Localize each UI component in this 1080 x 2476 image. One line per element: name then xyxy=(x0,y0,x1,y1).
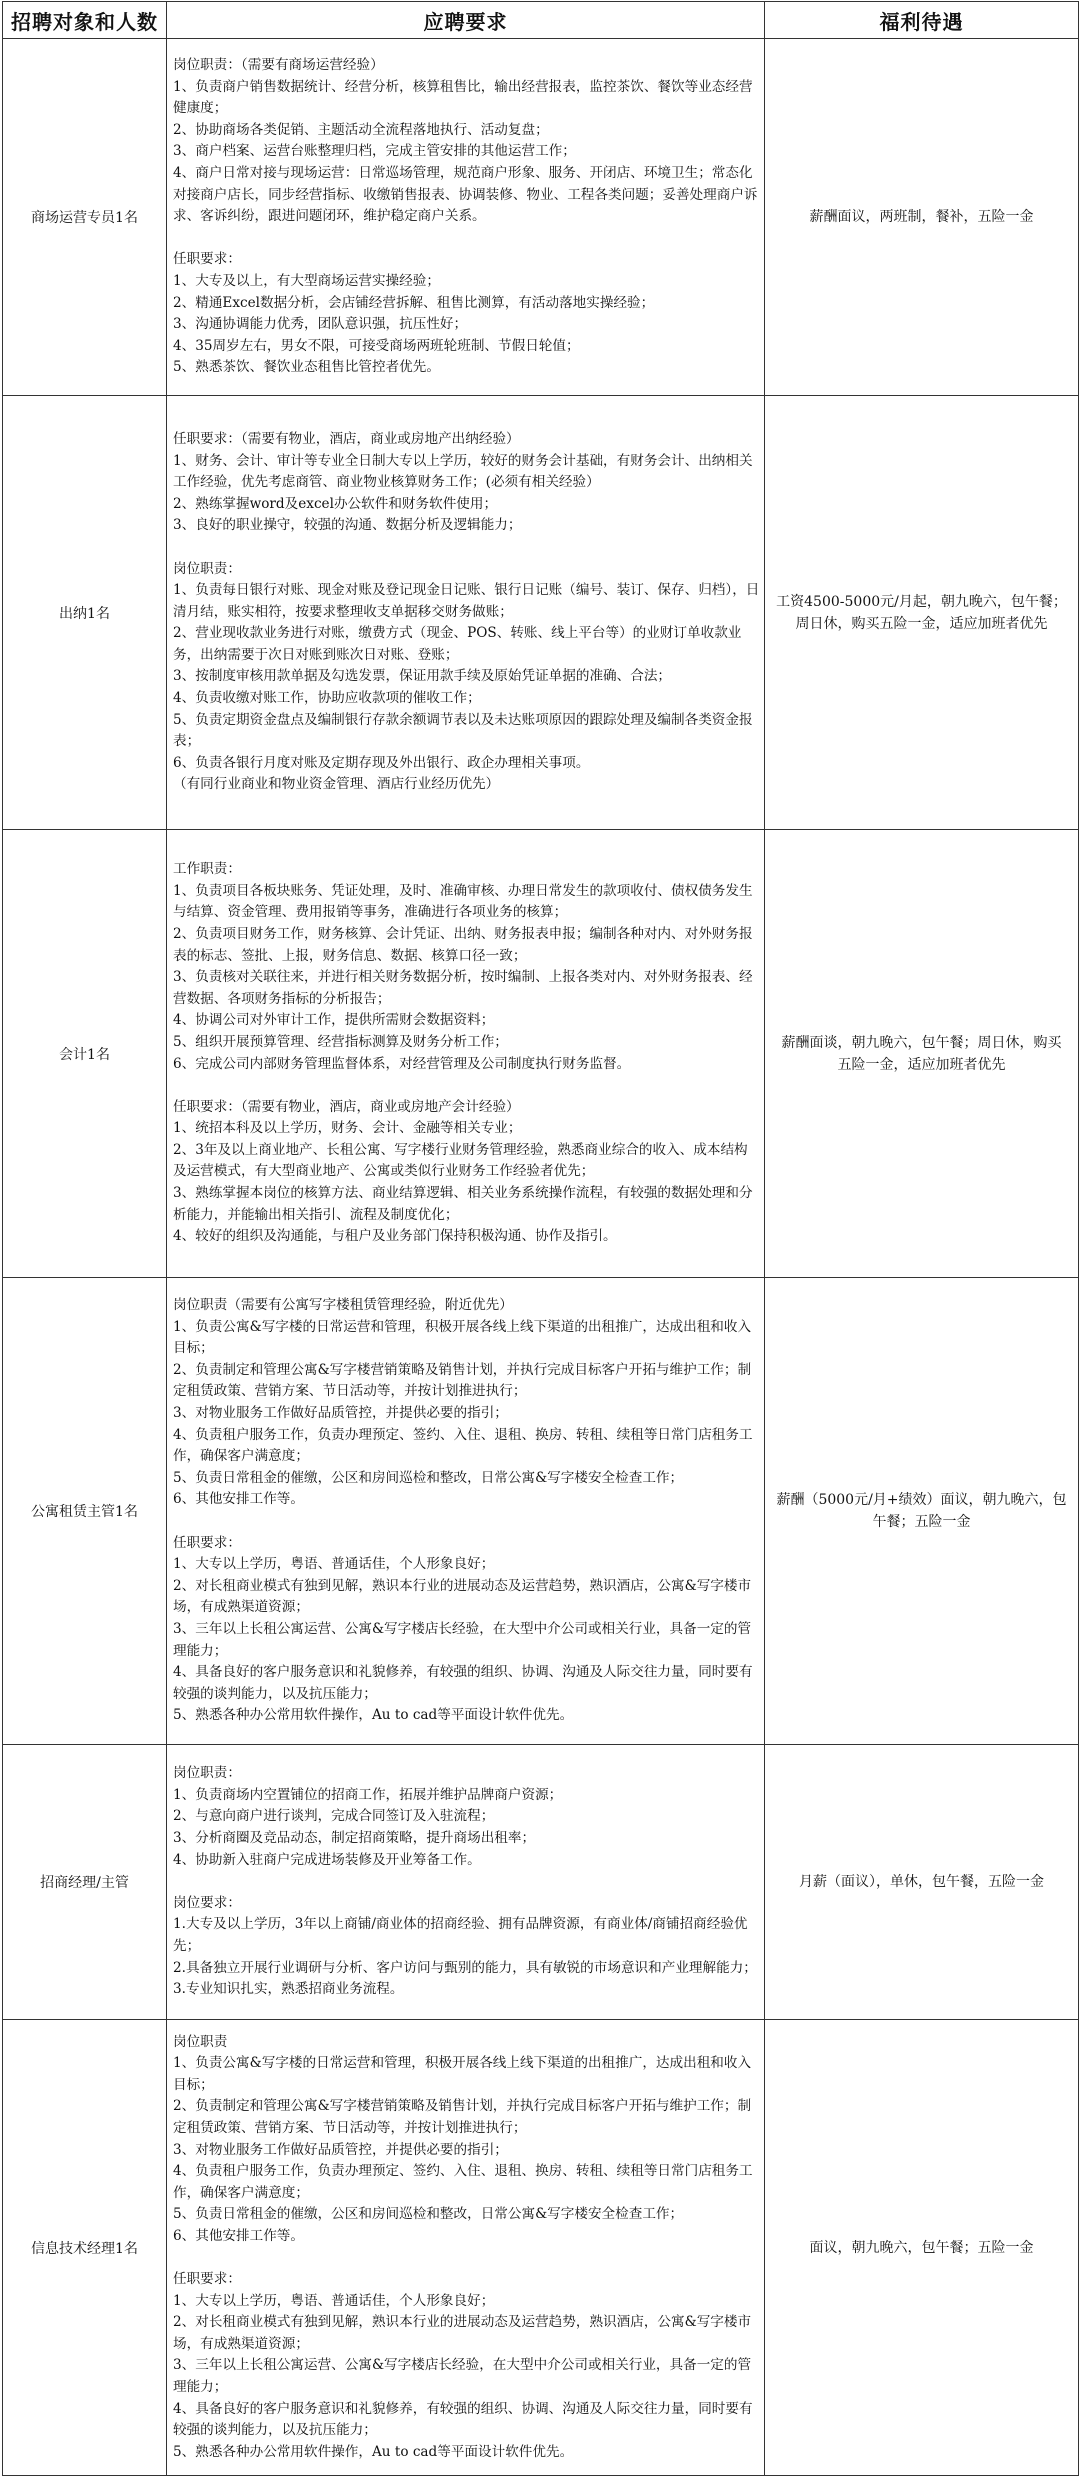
requirement-line: 2、熟练掌握word及excel办公软件和财务软件使用； xyxy=(173,495,498,512)
requirement-line: 4、商户日常对接与现场运营：日常巡场管理，规范商户形象、服务、开闭店、环境卫生；常态化对接商户店长，同步经营指标、收缴销售报表、协调装修、物业、工程各类问题；妥善处理商户诉求、客诉纠纷，跟进问题闭环，维护稳定商户关系。 xyxy=(173,165,758,225)
requirement-line: 3、沟通协调能力优秀，团队意识强，抗压性好； xyxy=(173,316,468,333)
requirement-line: 工作职责： xyxy=(173,861,241,878)
requirement-line: 任职要求： xyxy=(173,1534,241,1551)
requirement-line: 3、对物业服务工作做好品质管控，并提供必要的指引； xyxy=(173,1405,508,1422)
requirement-line: 2、精通Excel数据分析，会店铺经营拆解、租售比测算，有活动落地实操经验； xyxy=(173,294,655,311)
requirement-line: 4、负责租户服务工作，负责办理预定、签约、入住、退租、换房、转租、续租等日常门店租务工作，确保客户满意度； xyxy=(173,1426,753,1465)
requirement-line: 5、组织开展预算管理、经营指标测算及财务分析工作； xyxy=(173,1033,508,1050)
requirement-line: 2、对长租商业模式有独到见解，熟识本行业的进展动态及运营趋势，熟识酒店，公寓&写字楼市场，有成熟渠道资源； xyxy=(173,2314,752,2352)
benefits-cell: 面议，朝九晚六，包午餐；五险一金 xyxy=(765,2020,1079,2476)
requirement-line: 1、大专以上学历，粤语、普通话佳，个人形象良好； xyxy=(173,1556,495,1573)
position-cell: 公寓租赁主管1名 xyxy=(3,1278,167,1745)
requirement-line: 任职要求： xyxy=(173,251,241,268)
table-row xyxy=(3,830,1079,1278)
requirement-line: 5、负责定期资金盘点及编制银行存款余额调节表以及未达账项原因的跟踪处理及编制各类资金报表； xyxy=(173,711,753,750)
blank-line xyxy=(173,537,760,559)
requirement-line: 5、负责日常租金的催缴，公区和房间巡检和整改，日常公寓&写字楼安全检查工作； xyxy=(173,1469,684,1486)
requirement-line: 3、分析商圈及竞品动态，制定招商策略，提升商场出租率； xyxy=(173,1830,536,1847)
table-row xyxy=(3,1745,1079,2020)
requirement-line: 3.专业知识扎实，熟悉招商业务流程。 xyxy=(173,1981,404,1998)
blank-line xyxy=(173,228,760,250)
requirement-line: 1、负责公寓&写字楼的日常运营和管理，积极开展各线上线下渠道的出租推广，达成出租和收入目标； xyxy=(173,2055,752,2093)
position-cell: 信息技术经理1名 xyxy=(3,2020,167,2476)
requirement-line: 3、良好的职业操守，较强的沟通、数据分析及逻辑能力； xyxy=(173,517,522,534)
requirement-line: 3、负责核对关联往来，并进行相关财务数据分析，按时编制、上报各类对内、对外财务报表、经营数据、各项财务指标的分析报告； xyxy=(173,969,753,1007)
requirement-line: （有同行业商业和物业资金管理、酒店行业经历优先） xyxy=(173,776,500,793)
requirement-line: 任职要求：（需要有物业，酒店，商业或房地产会计经验） xyxy=(173,1098,520,1115)
table-row xyxy=(3,39,1079,396)
requirement-line: 1、负责公寓&写字楼的日常运营和管理，积极开展各线上线下渠道的出租推广，达成出租和收入目标； xyxy=(173,1318,752,1357)
table-header-row xyxy=(3,2,1079,39)
requirement-line: 2、3年及以上商业地产、长租公寓、写字楼行业财务管理经验，熟悉商业综合的收入、成本结构及运营模式，有大型商业地产、公寓或类似行业财务工作经验者优先； xyxy=(173,1141,748,1180)
blank-line xyxy=(173,2248,760,2270)
recruitment-table xyxy=(2,1,1079,2476)
requirement-line: 2、负责项目财务工作，财务核算、会计凭证、出纳、财务报表申报；编制各种对内、对外财务报表的标志、签批、上报，财务信息、数据、核算口径一致； xyxy=(173,925,753,964)
requirement-line: 5、熟悉各种办公常用软件操作，Au to cad等平面设计软件优先。 xyxy=(173,2443,574,2460)
requirement-line: 2、负责制定和管理公寓&写字楼营销策略及销售计划，并执行完成目标客户开拓与维护工作；制定租赁政策、营销方案、节日活动等，并按计划推进执行； xyxy=(173,2098,752,2136)
requirement-line: 4、具备良好的客户服务意识和礼貌修养，有较强的组织、协调、沟通及人际交往力量，同时要有较强的谈判能力，以及抗压能力； xyxy=(173,1664,753,1702)
requirements-cell xyxy=(167,396,765,830)
benefits-cell: 工资4500-5000元/月起，朝九晚六，包午餐；周日休，购买五险一金，适应加班者优先 xyxy=(765,396,1079,830)
requirement-line: 6、完成公司内部财务管理监督体系，对经营管理及公司制度执行财务监督。 xyxy=(173,1055,631,1072)
requirement-line: 任职要求： xyxy=(173,2271,241,2288)
requirement-line: 2、对长租商业模式有独到见解，熟识本行业的进展动态及运营趋势，熟识酒店，公寓&写字楼市场，有成熟渠道资源； xyxy=(173,1577,752,1616)
requirements-cell xyxy=(167,830,765,1278)
requirement-line: 岗位职责（需要有公寓写字楼租赁管理经验，附近优先） xyxy=(173,1297,513,1314)
requirement-line: 岗位职责：（需要有商场运营经验） xyxy=(173,57,384,74)
requirement-line: 1、负责商场内空置铺位的招商工作，拓展并维护品牌商户资源； xyxy=(173,1786,563,1803)
requirement-line: 1、财务、会计、审计等专业全日制大专以上学历，较好的财务会计基础，有财务会计、出纳相关工作经验，优先考虑商管、商业物业核算财务工作；(必须有相关经验） xyxy=(173,452,753,491)
requirement-line: 5、熟悉茶饮、餐饮业态租售比管控者优先。 xyxy=(173,359,440,376)
requirement-line: 1、大专以上学历，粤语、普通话佳，个人形象良好； xyxy=(173,2292,495,2309)
position-cell: 商场运营专员1名 xyxy=(3,39,167,396)
table-row xyxy=(3,2020,1079,2476)
requirement-line: 2、协助商场各类促销、主题活动全流程落地执行、活动复盘； xyxy=(173,121,549,138)
position-cell: 会计1名 xyxy=(3,830,167,1278)
requirement-line: 岗位职责 xyxy=(173,2033,228,2050)
requirement-line: 4、具备良好的客户服务意识和礼貌修养，有较强的组织、协调、沟通及人际交往力量，同时要有较强的谈判能力，以及抗压能力； xyxy=(173,2400,753,2439)
requirement-line: 岗位要求： xyxy=(173,1894,241,1911)
table-row xyxy=(3,1278,1079,1745)
requirement-line: 3、三年以上长租公寓运营、公寓&写字楼店长经验，在大型中介公司或相关行业，具备一定的管理能力； xyxy=(173,2357,752,2396)
requirement-line: 3、熟练掌握本岗位的核算方法、商业结算逻辑、相关业务系统操作流程，有较强的数据处理和分析能力，并能输出相关指引、流程及制度优化； xyxy=(173,1185,753,1223)
requirement-line: 6、其他安排工作等。 xyxy=(173,2227,304,2244)
requirement-line: 6、负责各银行月度对账及定期存现及外出银行、政企办理相关事项。 xyxy=(173,754,590,771)
requirement-line: 2.具备独立开展行业调研与分析、客户访问与甄别的能力，具有敏锐的市场意识和产业理解能力； xyxy=(173,1959,757,1976)
requirement-line: 1、负责项目各板块账务、凭证处理，及时、准确审核、办理日常发生的款项收付、债权债务发生与结算、资金管理、费用报销等事务，准确进行各项业务的核算； xyxy=(173,882,753,921)
requirement-line: 3、三年以上长租公寓运营、公寓&写字楼店长经验，在大型中介公司或相关行业，具备一定的管理能力； xyxy=(173,1620,752,1659)
header-benefits: 福利待遇 xyxy=(765,2,1079,39)
blank-line xyxy=(173,1871,760,1893)
position-cell: 出纳1名 xyxy=(3,396,167,830)
requirement-line: 5、负责日常租金的催缴，公区和房间巡检和整改，日常公寓&写字楼安全检查工作； xyxy=(173,2206,684,2223)
requirement-line: 任职要求：（需要有物业，酒店，商业或房地产出纳经验） xyxy=(173,430,520,447)
requirement-line: 1、统招本科及以上学历，财务、会计、金融等相关专业； xyxy=(173,1120,522,1137)
requirement-line: 1、负责每日银行对账、现金对账及登记现金日记账、银行日记账（编号、装订、保存、归档），日清月结，账实相符，按要求整理收支单据移交财务做账； xyxy=(173,582,760,620)
benefits-cell: 薪酬（5000元/月+绩效）面议，朝九晚六，包午餐；五险一金 xyxy=(765,1278,1079,1745)
blank-line xyxy=(173,1075,760,1097)
blank-line xyxy=(173,1511,760,1533)
requirement-line: 2、与意向商户进行谈判，完成合同签订及入驻流程； xyxy=(173,1808,495,1825)
requirement-line: 1.大专及以上学历，3年以上商铺/商业体的招商经验、拥有品牌资源，有商业体/商铺招商经验优先； xyxy=(173,1916,748,1954)
benefits-cell: 薪酬面谈，朝九晚六，包午餐；周日休，购买五险一金，适应加班者优先 xyxy=(765,830,1079,1278)
header-position: 招聘对象和人数 xyxy=(3,2,167,39)
requirement-line: 3、对物业服务工作做好品质管控，并提供必要的指引； xyxy=(173,2141,508,2158)
requirement-line: 1、负责商户销售数据统计、经营分析，核算租售比，输出经营报表，监控茶饮、餐饮等业态经营健康度； xyxy=(173,78,753,117)
requirement-line: 4、协助新入驻商户完成进场装修及开业筹备工作。 xyxy=(173,1851,481,1868)
requirement-line: 4、较好的组织及沟通能，与租户及业务部门保持积极沟通、协作及指引。 xyxy=(173,1228,617,1245)
requirements-cell xyxy=(167,1278,765,1745)
benefits-cell: 月薪（面议），单休，包午餐，五险一金 xyxy=(765,1745,1079,2020)
requirement-line: 4、负责收缴对账工作，协助应收款项的催收工作； xyxy=(173,690,481,707)
requirements-cell xyxy=(167,1745,765,2020)
requirement-line: 4、35周岁左右，男女不限，可接受商场两班轮班制、节假日轮值； xyxy=(173,337,580,354)
position-cell: 招商经理/主管 xyxy=(3,1745,167,2020)
requirement-line: 3、按制度审核用款单据及勾选发票，保证用款手续及原始凭证单据的准确、合法； xyxy=(173,668,672,685)
requirement-line: 岗位职责： xyxy=(173,560,241,577)
requirement-line: 5、熟悉各种办公常用软件操作，Au to cad等平面设计软件优先。 xyxy=(173,1707,574,1724)
requirement-line: 岗位职责： xyxy=(173,1765,241,1782)
benefits-cell: 薪酬面议，两班制，餐补，五险一金 xyxy=(765,39,1079,396)
header-requirements: 应聘要求 xyxy=(167,2,765,39)
requirement-line: 3、商户档案、运营台账整理归档，完成主管安排的其他运营工作； xyxy=(173,143,576,160)
requirement-line: 1、大专及以上，有大型商场运营实操经验； xyxy=(173,272,440,289)
requirement-line: 6、其他安排工作等。 xyxy=(173,1491,304,1508)
requirements-cell xyxy=(167,2020,765,2476)
requirement-line: 4、协调公司对外审计工作，提供所需财会数据资料； xyxy=(173,1012,495,1029)
requirement-line: 4、负责租户服务工作，负责办理预定、签约、入住、退租、换房、转租、续租等日常门店租务工作，确保客户满意度； xyxy=(173,2163,753,2201)
table-row xyxy=(3,396,1079,830)
requirement-line: 2、负责制定和管理公寓&写字楼营销策略及销售计划，并执行完成目标客户开拓与维护工作；制定租赁政策、营销方案、节日活动等，并按计划推进执行； xyxy=(173,1361,752,1400)
requirement-line: 2、营业现收款业务进行对账，缴费方式（现金、POS、转账、线上平台等）的业财订单收款业务，出纳需要于次日对账到账次日对账、登账； xyxy=(173,625,742,663)
requirements-cell xyxy=(167,39,765,396)
